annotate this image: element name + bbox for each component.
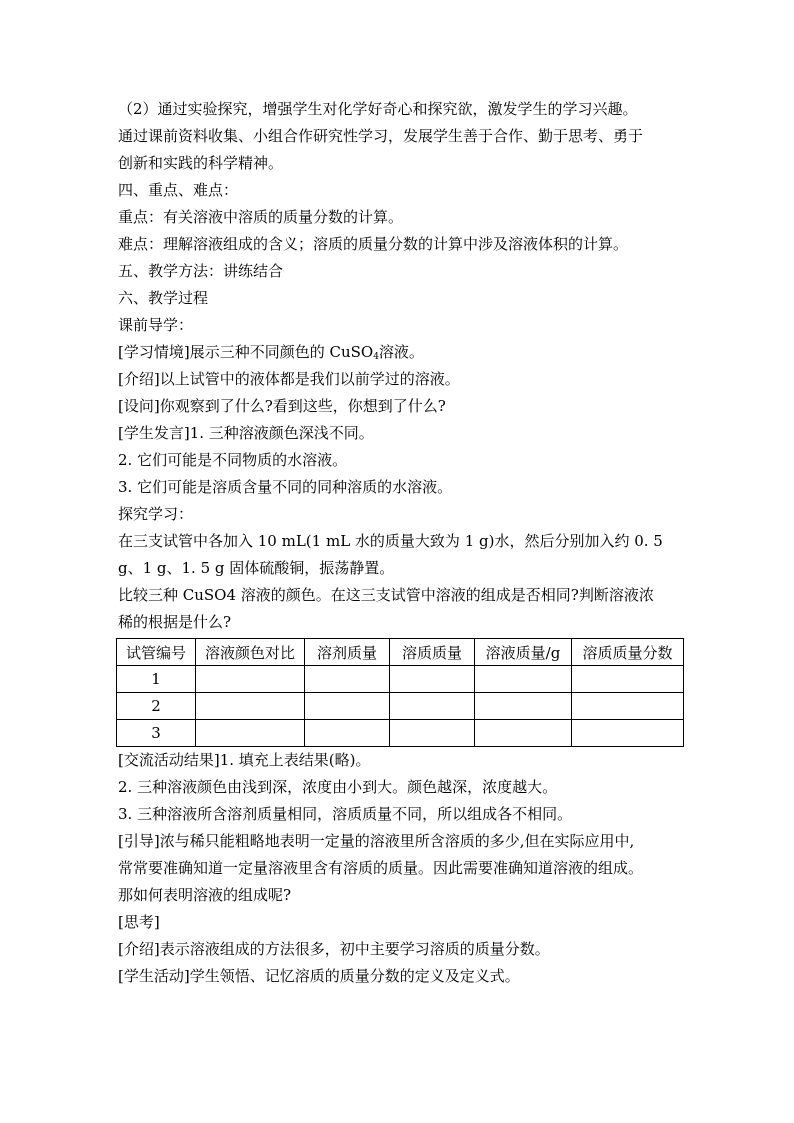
table-cell: 2 [117, 693, 196, 720]
table-header-cell: 溶质质量 [390, 639, 475, 666]
student-speech-line-3: 3. 它们可能是溶质含量不同的同种溶质的水溶液。 [118, 478, 453, 496]
table-cell [475, 720, 572, 747]
table-cell [572, 720, 684, 747]
situation-suffix: 溶液。 [378, 343, 424, 361]
paragraph-goal-2: （2）通过实验探究，增强学生对化学好奇心和探究欲，激发学生的学习兴趣。 [118, 100, 638, 118]
key-point-text: 重点：有关溶液中溶质的质量分数的计算。 [118, 208, 404, 226]
table-cell [305, 666, 390, 693]
table-header-cell: 试管编号 [117, 639, 196, 666]
intro-line: [介绍]以上试管中的液体都是我们以前学过的溶液。 [118, 370, 460, 388]
heading-teaching-process: 六、教学过程 [118, 289, 209, 307]
student-activity-line: [学生活动]学生领悟、记忆溶质的质量分数的定义及定义式。 [118, 967, 520, 985]
table-cell [196, 720, 305, 747]
guide-line-3: 那如何表明溶液的组成呢? [118, 886, 292, 904]
intro-mass-fraction-line: [介绍]表示溶液组成的方法很多，初中主要学习溶质的质量分数。 [118, 940, 550, 958]
student-speech-line-1: [学生发言]1. 三种溶液颜色深浅不同。 [118, 424, 374, 442]
exchange-result-line-2: 2. 三种溶液颜色由浅到深，浓度由小到大。颜色越深，浓度越大。 [118, 778, 558, 796]
situation-prefix: [学习情境]展示三种不同颜色的 CuSO [118, 343, 374, 361]
experiment-line-2: g、1 g、1. 5 g 固体硫酸铜，振荡静置。 [118, 559, 395, 577]
table-cell [390, 720, 475, 747]
table-row [117, 720, 684, 747]
paragraph-goal-2-cont-1: 通过课前资料收集、小组合作研究性学习，发展学生善于合作、勤于思考、勇于 [118, 127, 644, 145]
table-cell [572, 693, 684, 720]
table-cell [196, 693, 305, 720]
table-cell [305, 693, 390, 720]
table-header-cell: 溶剂质量 [305, 639, 390, 666]
compare-line-1: 比较三种 CuSO4 溶液的颜色。在这三支试管中溶液的组成是否相同?判断溶液浓 [118, 586, 654, 604]
document-page [118, 96, 688, 990]
exchange-result-line-3: 3. 三种溶液所含溶剂质量相同，溶质质量不同，所以组成各不相同。 [118, 805, 573, 823]
experiment-table [116, 638, 684, 747]
table-row [117, 666, 684, 693]
situation-subscript: 4 [373, 352, 379, 362]
table-cell [390, 693, 475, 720]
learning-situation-line [118, 339, 688, 366]
table-cell [196, 666, 305, 693]
heading-key-points: 四、重点、难点： [118, 181, 239, 199]
table-cell [305, 720, 390, 747]
table-cell [390, 666, 475, 693]
compare-line-2: 稀的根据是什么? [118, 613, 232, 631]
pre-class-guide-label: 课前导学： [118, 316, 194, 334]
inquiry-learning-label: 探究学习： [118, 505, 194, 523]
guide-line-2: 常常要准确知道一定量溶液里含有溶质的质量。因此需要准确知道溶液的组成。 [118, 859, 644, 877]
table-header-row [117, 639, 684, 666]
table-cell: 3 [117, 720, 196, 747]
student-speech-line-2: 2. 它们可能是不同物质的水溶液。 [118, 451, 348, 469]
guide-line-1: [引导]浓与稀只能粗略地表明一定量的溶液里所含溶质的多少,但在实际应用中, [118, 832, 635, 850]
thinking-label: [思考] [118, 913, 160, 931]
table-cell [475, 693, 572, 720]
table-header-cell: 溶液颜色对比 [196, 639, 305, 666]
table-header-cell: 溶液质量/g [475, 639, 572, 666]
heading-teaching-method: 五、教学方法：讲练结合 [118, 262, 284, 280]
paragraph-goal-2-cont-2: 创新和实践的科学精神。 [118, 154, 284, 172]
table-cell [572, 666, 684, 693]
table-header-cell: 溶质质量分数 [572, 639, 684, 666]
table-cell [475, 666, 572, 693]
question-line: [设问]你观察到了什么?看到这些，你想到了什么? [118, 397, 446, 415]
difficult-point-text: 难点：理解溶液组成的含义；溶质的质量分数的计算中涉及溶液体积的计算。 [118, 235, 629, 253]
experiment-line-1: 在三支试管中各加入 10 mL(1 mL 水的质量大致为 1 g)水，然后分别加入约 0. 5 [118, 532, 663, 550]
table-row [117, 693, 684, 720]
table-cell: 1 [117, 666, 196, 693]
exchange-result-line-1: [交流活动结果]1. 填充上表结果(略)。 [118, 751, 371, 769]
